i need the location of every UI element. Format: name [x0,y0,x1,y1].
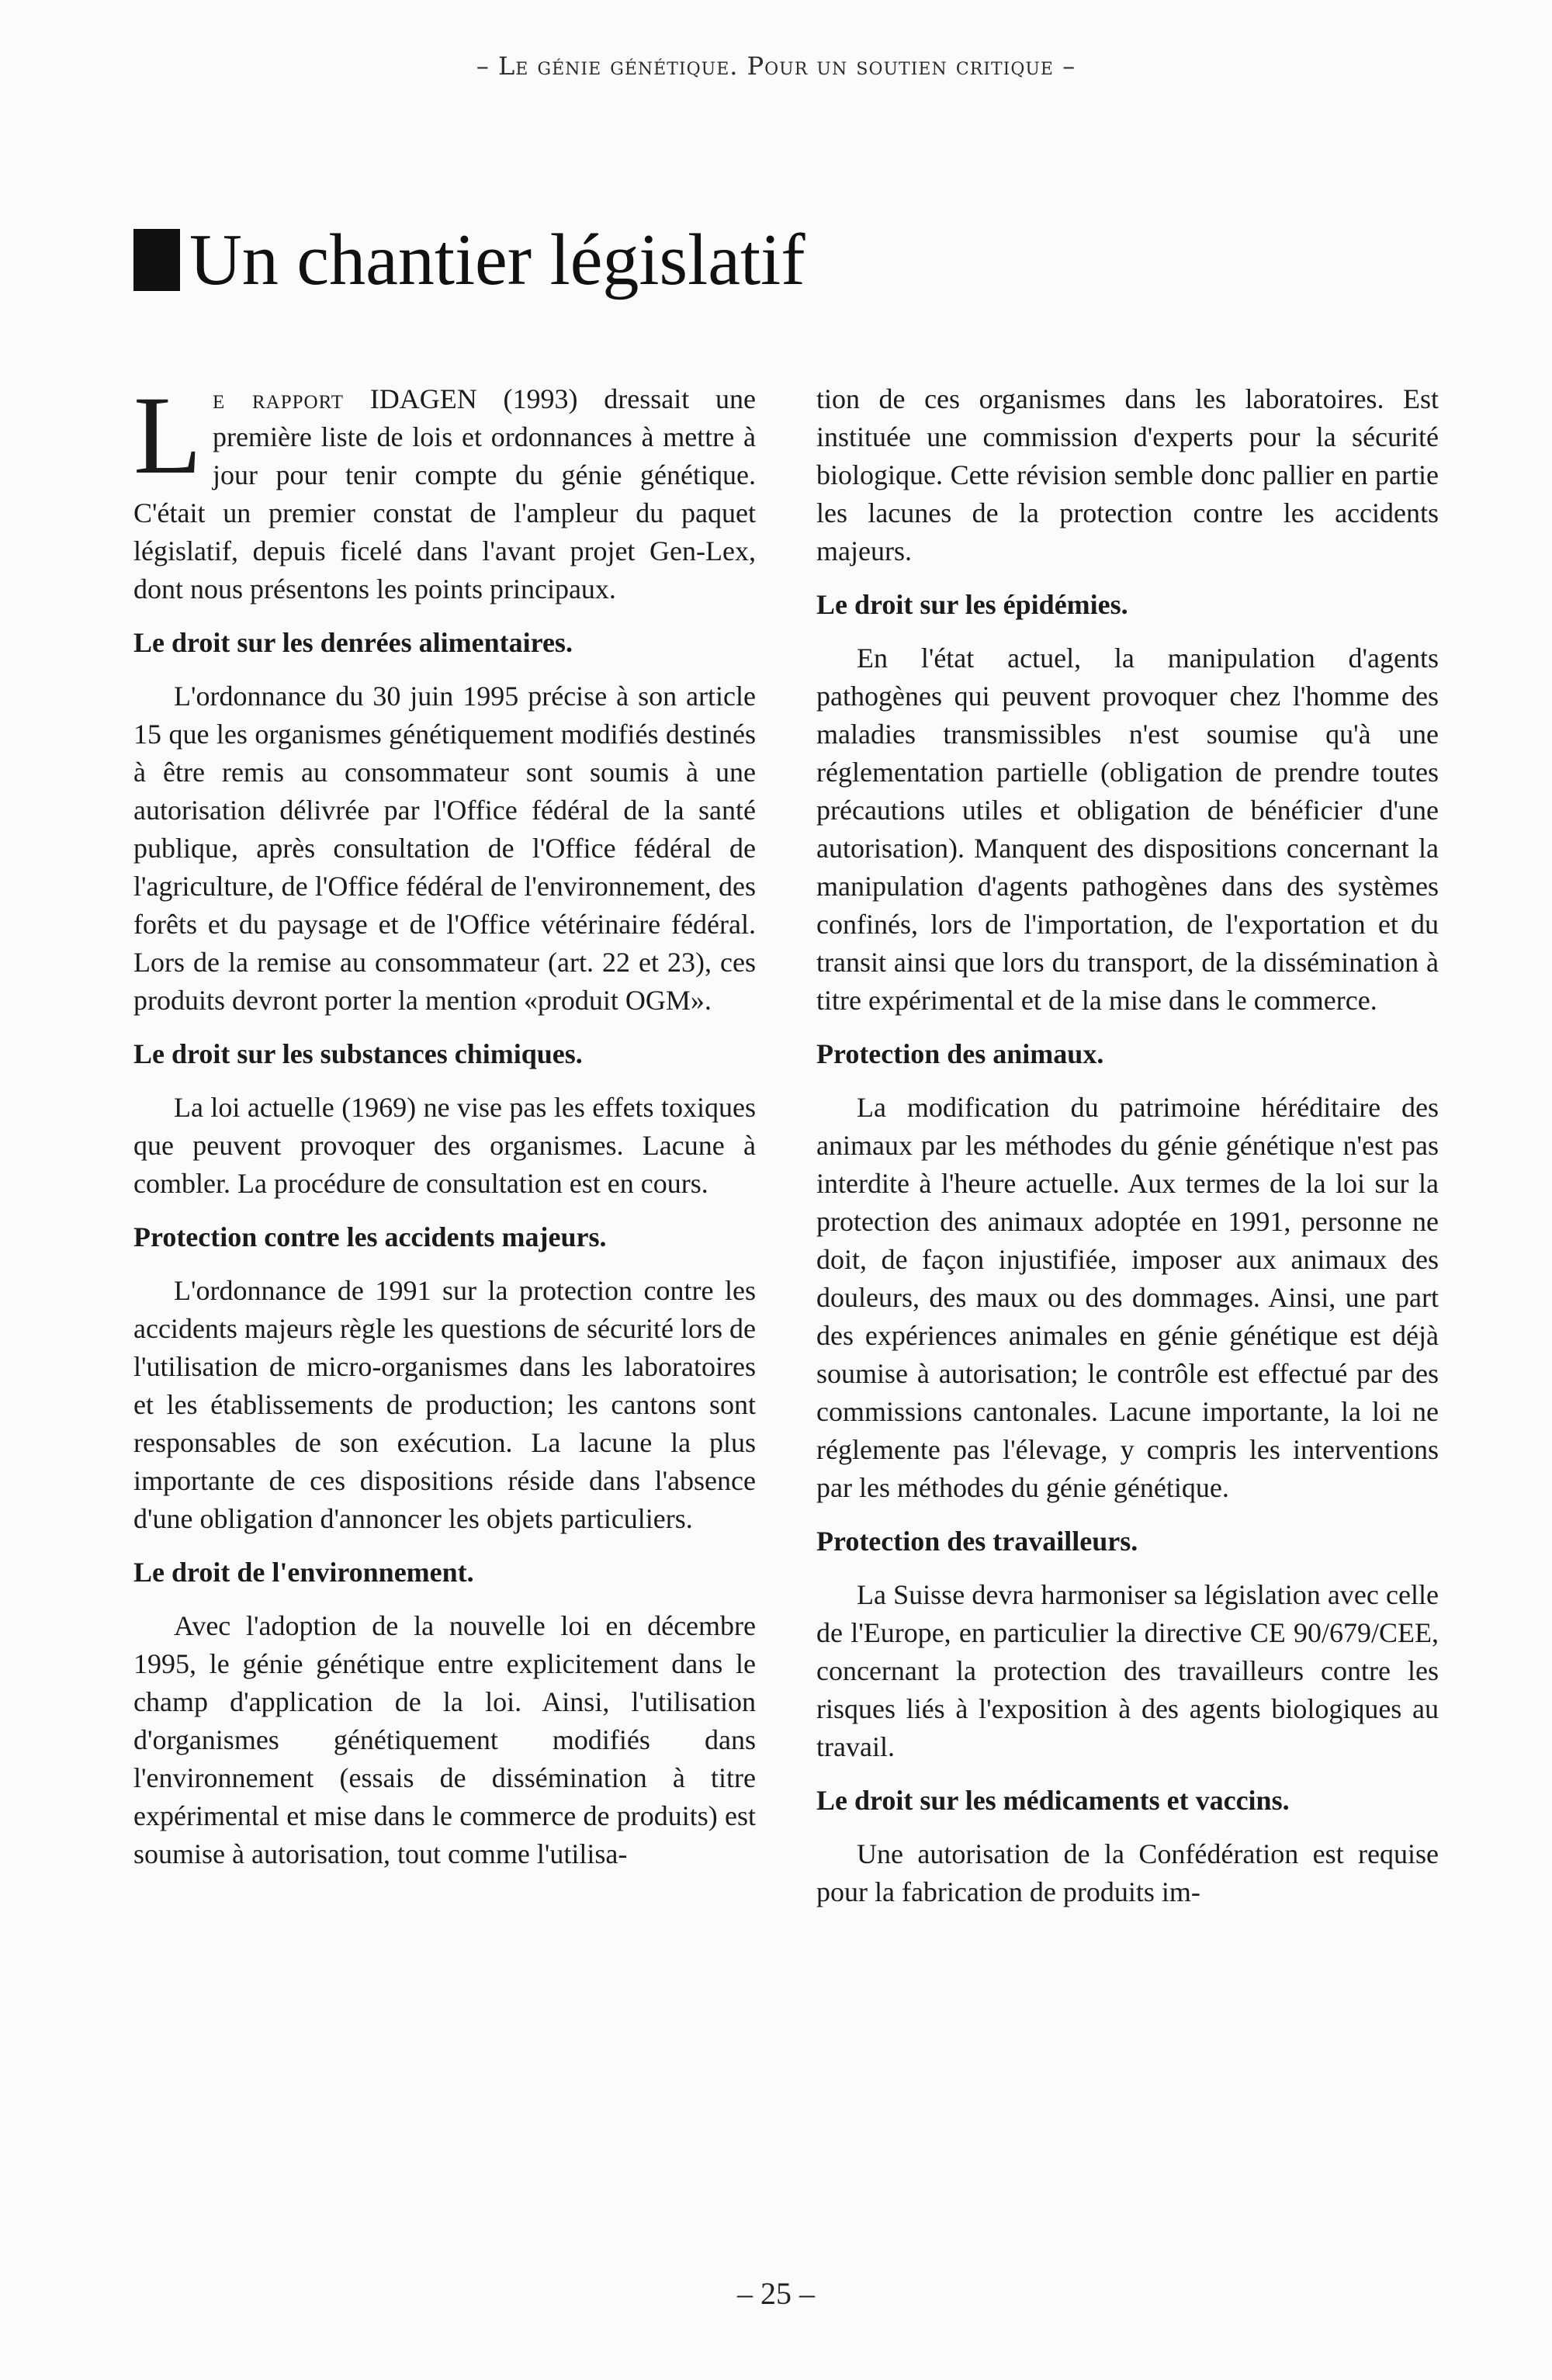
section-heading: Protection contre les accidents majeurs. [133,1221,607,1252]
section-heading: Protection des travailleurs. [816,1526,1138,1557]
page-title-text: Un chantier législatif [189,220,805,300]
title-square-bullet [133,229,180,291]
intro-lead-smallcaps: e rapport [212,383,345,414]
section-body: Une autorisation de la Confédération est requise pour la fabrication de produits im- [816,1838,1439,1907]
section-heading: Le droit sur les substances chimiques. [133,1038,583,1069]
section-heading: Protection des animaux. [816,1038,1104,1069]
section-body: La loi actuelle (1969) ne vise pas les effets toxiques que peuvent provoquer des organismes. Lacune à combler. La procédure de consultation est en cours. [133,1092,756,1199]
page-number: – 25 – [737,2276,815,2311]
section-body: L'ordonnance de 1991 sur la protection contre les accidents majeurs règle les questions de sécurité lors de l'utilisation de micro-organismes dans les laboratoires et les établissements de production; les cantons sont responsables de son exécution. La lacune la plus importante de ces dispositions réside dans l'absence d'une obligation d'annoncer les objets particuliers. [133,1275,756,1534]
section-heading: Le droit de l'environnement. [133,1557,474,1588]
section-body: L'ordonnance du 30 juin 1995 précise à son article 15 que les organismes génétiquement modifiés destinés à être remis au consommateur sont soumis à une autorisation délivrée par l'Office fédéral de la santé publique, après consultation de l'Office fédéral de l'agriculture, de l'Office fédéral de l'environnement, des forêts et du paysage et de l'Office vétérinaire fédéral. Lors de la remise au consommateur (art. 22 et 23), ces produits devront porter la mention «produit OGM». [133,681,756,1016]
section-body: En l'état actuel, la manipulation d'agents pathogènes qui peuvent provoquer chez l'homme des maladies transmissibles n'est soumise qu'à une réglementation partielle (obligation de prendre toutes précautions utiles et obligation de bénéficier d'une autorisation). Manquent des dispositions concernant la manipulation d'agents pathogènes dans des systèmes confinés, lors de l'importation, de l'exportation et du transit ainsi que lors du transport, de la dissémination à titre expérimental et de la mise dans le commerce. [816,643,1439,1016]
section-body: La modification du patrimoine héréditaire des animaux par les méthodes du génie génétique n'est pas interdite à l'heure actuelle. Aux termes de la loi sur la protection des animaux adoptée en 1991, personne ne doit, de façon injustifiée, imposer aux animaux des douleurs, des maux ou des dommages. Ainsi, une part des expériences animales en génie génétique est déjà soumise à autorisation; le contrôle est effectué par des commissions cantonales. Lacune importante, la loi ne réglemente pas l'élevage, y compris les interventions par les méthodes du génie génétique. [816,1092,1439,1503]
page-title [133,221,805,299]
continuation-paragraph: tion de ces organismes dans les laboratoires. Est instituée une commission d'experts pour la sécurité biologique. Cette révision semble donc pallier en partie les lacunes de la protection contre les accidents majeurs. [816,383,1439,566]
intro-text: IDAGEN (1993) dressait une première liste de lois et ordonnances à mettre à jour pour tenir compte du génie génétique. C'était un premier constat de l'ampleur du paquet législatif, depuis ficelé dans l'avant projet Gen-Lex, dont nous présentons les points principaux. [133,383,756,605]
running-header: – Le génie génétique. Pour un soutien critique – [476,51,1076,81]
section-heading: Le droit sur les médicaments et vaccins. [816,1785,1290,1816]
section-body: Avec l'adoption de la nouvelle loi en décembre 1995, le génie génétique entre explicitement dans le champ d'application de la loi. Ainsi, l'utilisation d'organismes génétiquement modifiés dans l'environnement (essais de dissémination à titre expérimental et mise dans le commerce de produits) est soumise à autorisation, tout comme l'utilisa- [133,1610,756,1869]
section-body: La Suisse devra harmoniser sa législation avec celle de l'Europe, en particulier la directive CE 90/679/CEE, concernant la protection des travailleurs contre les risques liés à l'exposition à des agents biologiques au travail. [816,1579,1439,1762]
intro-paragraph [133,374,756,608]
left-column [133,374,756,1873]
section-heading: Le droit sur les denrées alimentaires. [133,627,573,658]
right-column [816,380,1439,1911]
section-heading: Le droit sur les épidémies. [816,589,1128,620]
drop-cap: L [133,374,202,497]
